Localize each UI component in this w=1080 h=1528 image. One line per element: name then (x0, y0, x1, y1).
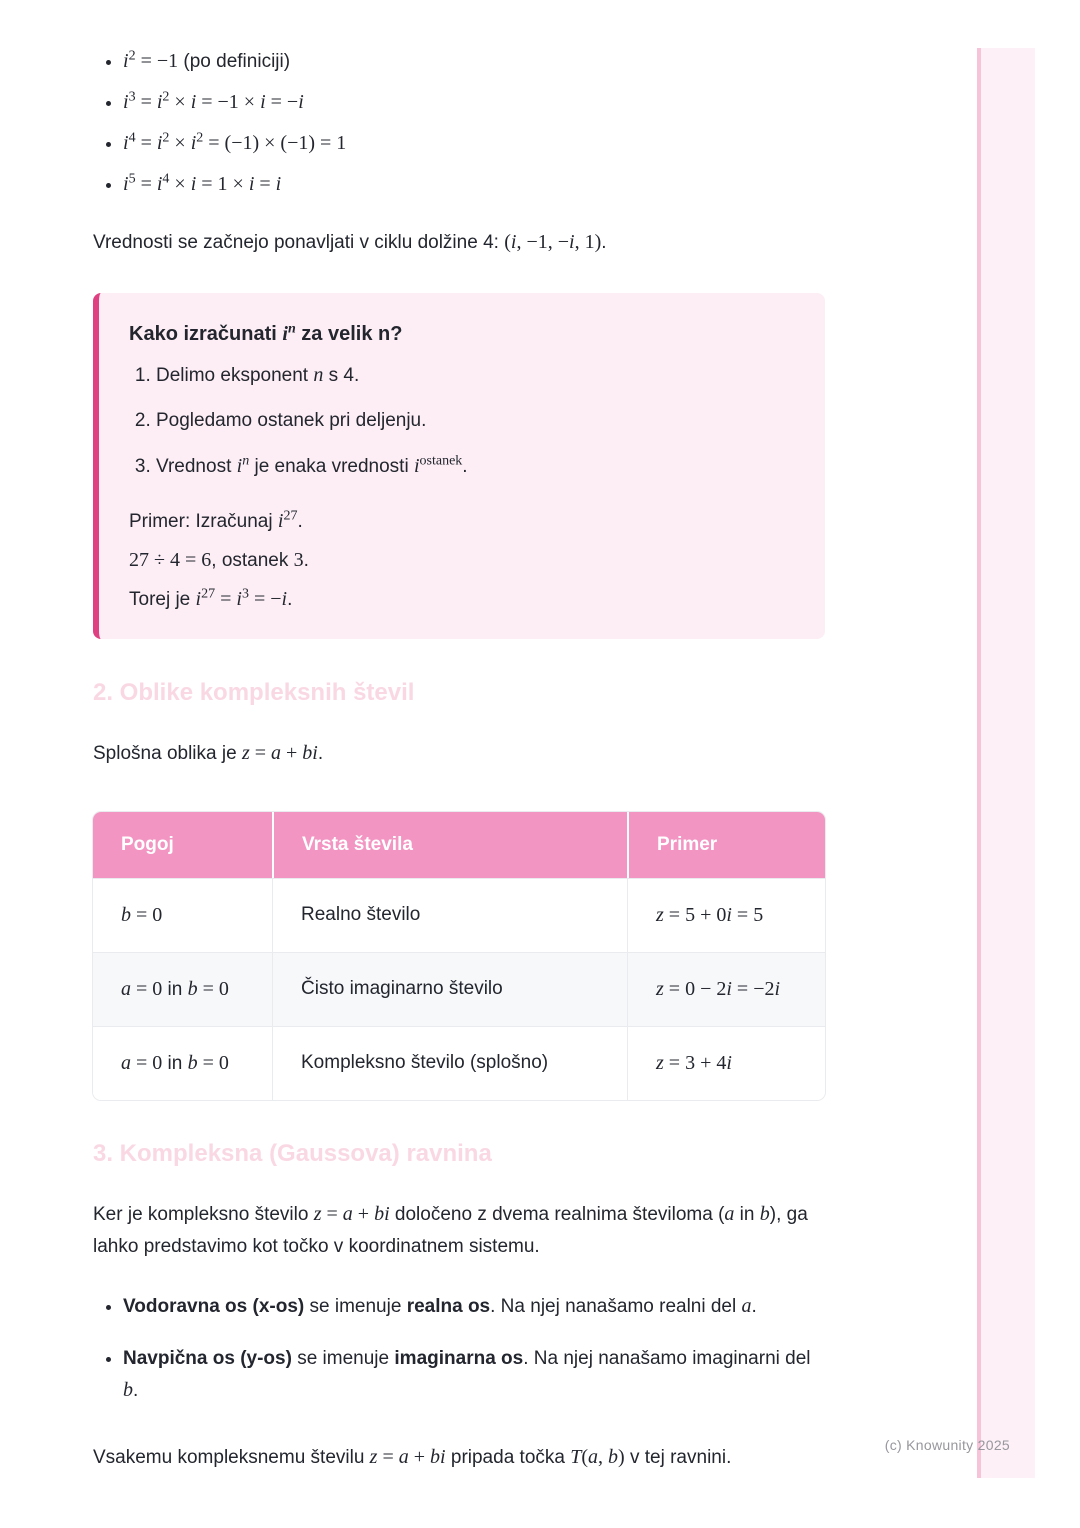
cell-vrsta: Čisto imaginarno število (272, 952, 627, 1026)
column-header-vrsta: Vrsta števila (272, 812, 627, 878)
list-item: 3. Vrednost $i^n$ je enaka vrednosti $i^{ostanek}$. (156, 451, 789, 482)
cell-pogoj: a = 0 in b = 0 (93, 1026, 272, 1100)
table-header-row (93, 812, 825, 878)
list-item: • Navpična os (y-os) se imenuje imaginarna os. Na njej nanašamo imaginarni del b. (123, 1343, 825, 1407)
table-row (93, 878, 825, 952)
table-row (93, 952, 825, 1026)
cell-primer: z = 0 − 2i = −2i (627, 952, 825, 1026)
cell-primer: z = 5 + 0i = 5 (627, 878, 825, 952)
powers-of-i-list (93, 50, 825, 196)
cell-pogoj: b = 0 (93, 878, 272, 952)
section-3-intro: Ker je kompleksno število z = a + bi določeno z dvema realnima številoma (a in b), ga lahko predstavimo kot točko v koordinatnem sistemu. (93, 1202, 808, 1257)
column-header-primer: Primer (627, 812, 825, 878)
next-page-edge (977, 48, 1035, 1478)
list-item: • $i^4 = i^2 \times i^2 = (-1) \times (-1) = 1$ (123, 132, 825, 155)
list-item: • $i^2 = -1$ (po definiciji) (123, 50, 825, 73)
list-item: • Vodoravna os (x-os) se imenuje realna os. Na njej nanašamo realni del a. (123, 1290, 825, 1323)
list-item: • $i^5 = i^4 \times i = 1 \times i = i$ (123, 173, 825, 196)
callout-title: Kako izračunati $i^n$ za velik n? (129, 321, 403, 345)
callout-box (93, 293, 825, 639)
callout-steps-list (129, 360, 789, 482)
table-row (93, 1026, 825, 1100)
cell-pogoj: a = 0 in b = 0 (93, 952, 272, 1026)
document-content (93, 0, 825, 1474)
number-forms-table (93, 812, 825, 1100)
example-line: Primer: Izračunaj $i^{27}$. (129, 508, 303, 532)
list-item: 2. Pogledamo ostanek pri deljenju. (156, 407, 789, 436)
section-2-heading: 2. Oblike kompleksnih števil (93, 678, 415, 706)
cell-primer: z = 3 + 4i (627, 1026, 825, 1100)
copyright-notice: (c) Knowunity 2025 (884, 1437, 1010, 1453)
section-2-intro: Splošna oblika je z = a + bi. (93, 741, 324, 764)
section-3-outro: Vsakemu kompleksnemu številu z = a + bi pripada točka T(a, b) v tej ravnini. (93, 1446, 732, 1469)
example-line: Torej je $i^{27} = i^3 = -i$. (129, 586, 293, 610)
list-item: 1. Delimo eksponent n s 4. (156, 360, 789, 391)
section-3-heading: 3. Kompleksna (Gaussova) ravnina (93, 1139, 492, 1167)
cell-vrsta: Kompleksno število (splošno) (272, 1026, 627, 1100)
list-item: • $i^3 = i^2 \times i = -1 \times i = -i$ (123, 91, 825, 114)
example-line: 27 ÷ 4 = 6, ostanek 3. (129, 548, 309, 571)
column-header-pogoj: Pogoj (93, 812, 272, 878)
cell-vrsta: Realno število (272, 878, 627, 952)
axes-list (93, 1290, 825, 1407)
cycle-paragraph: Vrednosti se začnejo ponavljati v ciklu dolžine 4: (i, −1, −i, 1). (93, 231, 607, 253)
